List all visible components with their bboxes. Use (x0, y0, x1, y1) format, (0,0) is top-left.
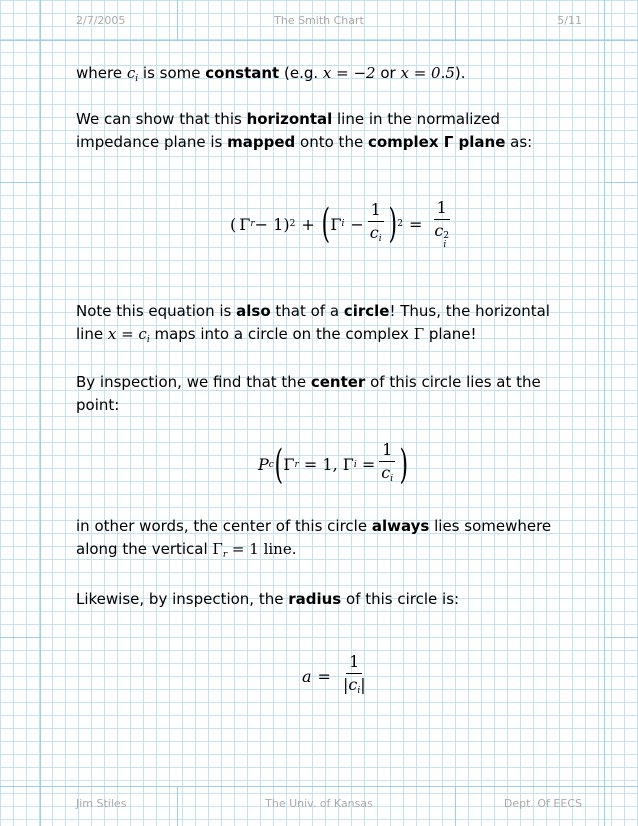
gamma-i: Γ (330, 214, 342, 234)
text: or (375, 64, 401, 82)
denominator (431, 220, 452, 250)
denominator (378, 462, 396, 489)
sub-i: i (146, 335, 150, 345)
var-c: c (348, 675, 358, 694)
big-paren-left: ( (321, 201, 330, 247)
sub-i: i (378, 233, 382, 244)
numerator: 1 (346, 652, 362, 674)
bold-mapped: mapped (227, 133, 296, 151)
text: where (76, 64, 127, 82)
x-equals-ci: x = c (107, 325, 147, 343)
fraction-one-over-abs-ci (340, 652, 369, 701)
sub-i: i (390, 474, 394, 484)
page-header (0, 14, 638, 34)
var-c: c (434, 221, 444, 240)
text: as: (505, 133, 533, 151)
text: (e.g. (279, 64, 323, 82)
fraction-one-over-ci-squared (431, 198, 452, 250)
denominator (367, 222, 385, 249)
abs-bar: | (342, 675, 349, 694)
sub-i: i (341, 219, 345, 229)
text: = 1 line. (227, 540, 297, 558)
header-date: 2/7/2005 (76, 14, 126, 27)
square: 2 (289, 219, 296, 229)
text: of this circle lies at the (365, 373, 541, 391)
bold-radius: radius (288, 590, 342, 608)
paragraph-circle (76, 300, 576, 352)
denominator (340, 674, 369, 701)
equals: = (317, 667, 331, 686)
var-p: P (258, 455, 269, 474)
plus: + (301, 214, 315, 234)
example-2: x = 0.5 (400, 64, 455, 82)
text: point: (76, 396, 120, 414)
text: line in the normalized (332, 110, 501, 128)
text: impedance plane is (76, 133, 228, 151)
text: maps into a circle on the complex (149, 325, 414, 343)
bold-also: also (236, 302, 271, 320)
frame-right-line (604, 0, 605, 826)
example-1: x = −2 (322, 64, 376, 82)
sub-c: c (268, 459, 274, 470)
sub-i: i (353, 459, 357, 470)
text: line (76, 325, 108, 343)
sub-r: r (222, 550, 228, 560)
big-paren-right: ) (388, 201, 397, 247)
paragraph-radius (76, 588, 576, 611)
frame-left-line (40, 0, 41, 826)
footer-dept: Dept. Of EECS (503, 797, 582, 810)
text: lies somewhere (429, 517, 552, 535)
square: 2 (397, 219, 403, 229)
margin-tick-left (0, 182, 40, 183)
gamma-i: Γ (342, 455, 354, 474)
square: 2 (443, 231, 450, 241)
bold-constant: constant (205, 64, 280, 82)
text: Note this equation is (76, 302, 237, 320)
sub-i: i (135, 74, 139, 84)
numerator: 1 (368, 200, 384, 222)
bold-circle: circle (343, 302, 390, 320)
fraction-one-over-ci (378, 440, 396, 489)
paren: ( (230, 214, 237, 234)
equals: = (408, 214, 423, 234)
radius-equation (302, 652, 372, 701)
gamma: Γ (413, 325, 425, 343)
sub-r: r (294, 459, 299, 470)
text: that of a (270, 302, 344, 320)
center-equation (258, 440, 409, 489)
paragraph-mapping (76, 108, 576, 154)
paragraph-vertical-line (76, 515, 576, 567)
var-c: c (381, 463, 391, 482)
minus-one: − 1) (254, 214, 290, 234)
gamma-r: Γ (283, 455, 295, 474)
text: By inspection, we find that the (76, 373, 311, 391)
bold-always: always (371, 517, 430, 535)
text: of this circle is: (341, 590, 460, 608)
numerator: 1 (379, 440, 395, 462)
paragraph-center (76, 371, 576, 417)
var-a: a (302, 667, 312, 686)
bold-center: center (310, 373, 366, 391)
text: onto the (295, 133, 368, 151)
circle-equation (230, 198, 455, 250)
gamma-r: Γ (212, 540, 223, 558)
text: is some (138, 64, 206, 82)
frame-top-line (0, 40, 638, 41)
margin-tick-left-2 (0, 637, 40, 638)
footer-author: Jim Stiles (76, 797, 127, 810)
var-c: c (369, 222, 379, 242)
margin-tick-right (604, 182, 638, 183)
header-page-number: 5/11 (557, 14, 582, 27)
numerator: 1 (434, 198, 450, 220)
text: along the vertical (76, 540, 213, 558)
gamma-r: Γ (239, 214, 251, 234)
footer-school: The Univ. of Kansas (265, 797, 373, 810)
frame-bottom-line (0, 786, 638, 787)
fraction-one-over-ci (367, 200, 385, 249)
sub-i: i (357, 686, 361, 696)
text: in other words, the center of this circle (76, 517, 372, 535)
text: plane! (424, 325, 477, 343)
minus: − (350, 214, 364, 234)
text: ). (454, 64, 466, 82)
var-c: c (126, 64, 136, 82)
equals: = (356, 455, 376, 474)
equals-one: = 1, (298, 455, 343, 474)
page-footer (0, 797, 638, 817)
text: ! Thus, the horizontal (389, 302, 550, 320)
bold-horizontal: horizontal (246, 110, 333, 128)
text: Likewise, by inspection, the (76, 590, 289, 608)
sub-i: i (443, 240, 447, 250)
big-paren-right: ) (399, 441, 409, 488)
abs-bar: | (360, 675, 366, 694)
bold-complex-plane: complex Γ plane (367, 133, 506, 151)
sub-r: r (250, 219, 255, 229)
paragraph-constant (76, 62, 576, 91)
margin-tick-right-2 (604, 637, 638, 638)
big-paren-left: ( (274, 441, 283, 488)
text: We can show that this (76, 110, 247, 128)
header-title: The Smith Chart (274, 14, 364, 27)
